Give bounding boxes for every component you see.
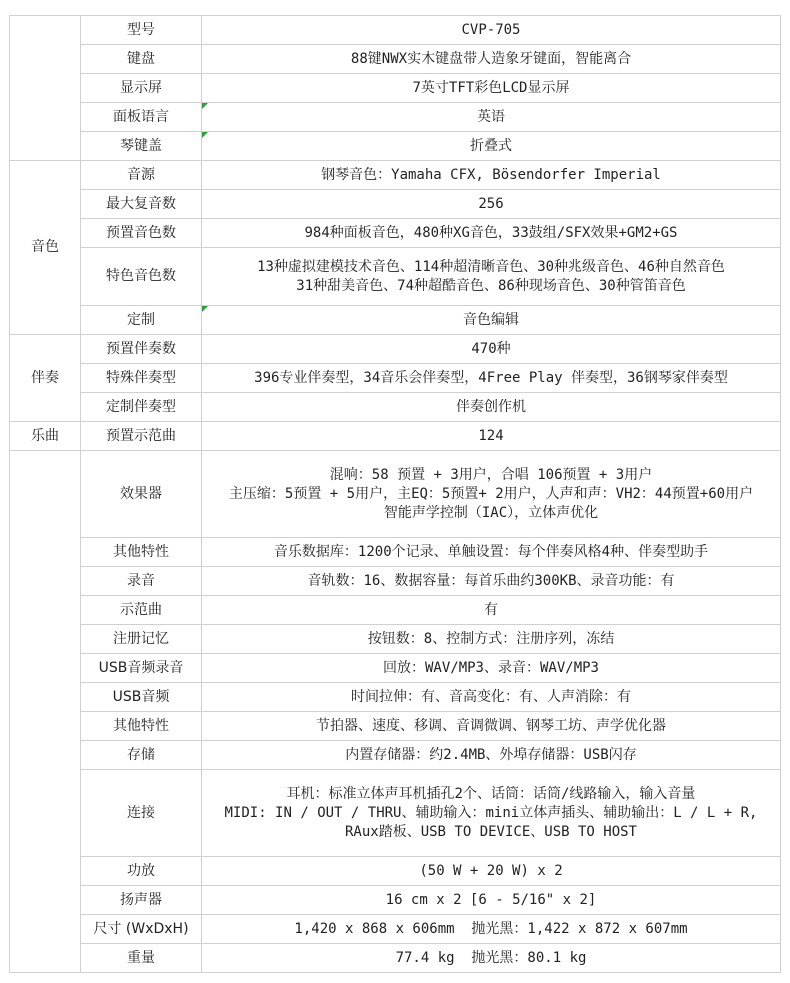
row-label-weight: 重量 bbox=[81, 944, 202, 973]
row-label-model: 型号 bbox=[81, 16, 202, 45]
row-value-special-styles: 396专业伴奏型，34音乐会伴奏型，4Free Play 伴奏型，36钢琴家伴奏型 bbox=[202, 364, 781, 393]
effects-line-3: 智能声学控制（IAC），立体声优化 bbox=[383, 504, 599, 521]
spec-table bbox=[9, 15, 781, 973]
row-value-polyphony: 256 bbox=[202, 190, 781, 219]
row-value-usb-audio: 时间拉伸：有、音高变化：有、人声消除：有 bbox=[202, 683, 781, 712]
table-row bbox=[10, 538, 781, 567]
row-value-keyboard: 88键NWX实木键盘带人造象牙键面，智能离合 bbox=[202, 45, 781, 74]
row-label-dimensions: 尺寸 (WxDxH) bbox=[81, 915, 202, 944]
row-value-preset-styles: 470种 bbox=[202, 335, 781, 364]
row-label-other-features-1: 其他特性 bbox=[81, 538, 202, 567]
row-label-custom-voice: 定制 bbox=[81, 306, 202, 335]
row-label-demo: 示范曲 bbox=[81, 596, 202, 625]
row-label-demo-songs: 预置示范曲 bbox=[81, 422, 202, 451]
row-value-speakers: 16 cm x 2 [6 - 5/16" x 2] bbox=[202, 886, 781, 915]
table-row bbox=[10, 103, 781, 132]
row-label-storage: 存储 bbox=[81, 741, 202, 770]
row-value-featured-voices bbox=[202, 248, 781, 306]
row-value-recording: 音轨数：16、数据容量：每首乐曲约300KB、录音功能：有 bbox=[202, 567, 781, 596]
table-row bbox=[10, 451, 781, 538]
row-label-amplifier: 功放 bbox=[81, 857, 202, 886]
row-label-recording: 录音 bbox=[81, 567, 202, 596]
table-row bbox=[10, 915, 781, 944]
row-label-speakers: 扬声器 bbox=[81, 886, 202, 915]
effects-line-2: 主压缩：5预置 + 5用户，主EQ：5预置+ 2用户，人声和声：VH2：44预置+60用户 bbox=[228, 485, 754, 502]
row-label-registration: 注册记忆 bbox=[81, 625, 202, 654]
row-label-panel-language: 面板语言 bbox=[81, 103, 202, 132]
row-value-custom-styles: 伴奏创作机 bbox=[202, 393, 781, 422]
row-value-demo-songs: 124 bbox=[202, 422, 781, 451]
connections-line-3: RAux踏板、USB TO DEVICE、USB TO HOST bbox=[344, 823, 637, 840]
effects-line-1: 混响：58 预置 + 3用户，合唱 106预置 + 3用户 bbox=[329, 466, 653, 483]
row-label-connections: 连接 bbox=[81, 770, 202, 857]
row-value-preset-voices: 984种面板音色，480种XG音色，33鼓组/SFX效果+GM2+GS bbox=[202, 219, 781, 248]
row-label-key-cover: 琴键盖 bbox=[81, 132, 202, 161]
table-row bbox=[10, 16, 781, 45]
featured-voices-line-1: 13种虚拟建模技术音色、114种超清晰音色、30种兆级音色、46种自然音色 bbox=[257, 258, 725, 275]
row-value-other-features-1: 音乐数据库：1200个记录、单触设置：每个伴奏风格4种、伴奏型助手 bbox=[202, 538, 781, 567]
row-value-registration: 按钮数：8、控制方式：注册序列，冻结 bbox=[202, 625, 781, 654]
table-row bbox=[10, 219, 781, 248]
table-row bbox=[10, 132, 781, 161]
table-row bbox=[10, 654, 781, 683]
table-row bbox=[10, 393, 781, 422]
row-value-tone-source: 钢琴音色：Yamaha CFX, Bösendorfer Imperial bbox=[202, 161, 781, 190]
connections-line-2: MIDI: IN / OUT / THRU、辅助输入：mini立体声插头、辅助输出：L / L + R, bbox=[224, 804, 758, 821]
row-value-panel-language: 英语 bbox=[202, 103, 781, 132]
table-row bbox=[10, 74, 781, 103]
row-value-other-features-2: 节拍器、速度、移调、音调微调、钢琴工坊、声学优化器 bbox=[202, 712, 781, 741]
table-row bbox=[10, 857, 781, 886]
row-label-effects: 效果器 bbox=[81, 451, 202, 538]
table-row bbox=[10, 161, 781, 190]
table-row bbox=[10, 596, 781, 625]
row-value-demo: 有 bbox=[202, 596, 781, 625]
row-value-storage: 内置存储器：约2.4MB、外埠存储器：USB闪存 bbox=[202, 741, 781, 770]
connections-line-1: 耳机：标准立体声耳机插孔2个、话筒：话筒/线路输入，输入音量 bbox=[286, 785, 696, 802]
table-row bbox=[10, 683, 781, 712]
table-row bbox=[10, 712, 781, 741]
table-row bbox=[10, 45, 781, 74]
table-row bbox=[10, 306, 781, 335]
row-label-usb-audio-recorder: USB音频录音 bbox=[81, 654, 202, 683]
table-row bbox=[10, 335, 781, 364]
row-value-amplifier: (50 W + 20 W) x 2 bbox=[202, 857, 781, 886]
row-label-keyboard: 键盘 bbox=[81, 45, 202, 74]
table-row bbox=[10, 190, 781, 219]
category-songs: 乐曲 bbox=[10, 422, 81, 451]
row-value-model: CVP-705 bbox=[202, 16, 781, 45]
row-label-special-styles: 特殊伴奏型 bbox=[81, 364, 202, 393]
row-label-polyphony: 最大复音数 bbox=[81, 190, 202, 219]
table-row bbox=[10, 625, 781, 654]
row-label-other-features-2: 其他特性 bbox=[81, 712, 202, 741]
table-row bbox=[10, 886, 781, 915]
table-row bbox=[10, 364, 781, 393]
category-styles: 伴奏 bbox=[10, 335, 81, 422]
category-general bbox=[10, 16, 81, 161]
category-voices: 音色 bbox=[10, 161, 81, 335]
table-row bbox=[10, 741, 781, 770]
table-row bbox=[10, 944, 781, 973]
table-row bbox=[10, 422, 781, 451]
row-value-dimensions: 1,420 x 868 x 606mm 抛光黑：1,422 x 872 x 607mm bbox=[202, 915, 781, 944]
table-row bbox=[10, 770, 781, 857]
row-label-preset-styles: 预置伴奏数 bbox=[81, 335, 202, 364]
row-value-key-cover: 折叠式 bbox=[202, 132, 781, 161]
row-label-display: 显示屏 bbox=[81, 74, 202, 103]
row-value-weight: 77.4 kg 抛光黑：80.1 kg bbox=[202, 944, 781, 973]
row-label-featured-voices: 特色音色数 bbox=[81, 248, 202, 306]
table-row bbox=[10, 567, 781, 596]
row-value-connections bbox=[202, 770, 781, 857]
row-value-usb-audio-recorder: 回放：WAV/MP3、录音：WAV/MP3 bbox=[202, 654, 781, 683]
table-row bbox=[10, 248, 781, 306]
featured-voices-line-2: 31种甜美音色、74种超酷音色、86种现场音色、30种管笛音色 bbox=[296, 277, 686, 294]
row-value-display: 7英寸TFT彩色LCD显示屏 bbox=[202, 74, 781, 103]
row-label-preset-voices: 预置音色数 bbox=[81, 219, 202, 248]
row-label-custom-styles: 定制伴奏型 bbox=[81, 393, 202, 422]
row-label-tone-source: 音源 bbox=[81, 161, 202, 190]
row-label-usb-audio: USB音频 bbox=[81, 683, 202, 712]
row-value-custom-voice: 音色编辑 bbox=[202, 306, 781, 335]
row-value-effects bbox=[202, 451, 781, 538]
category-functions bbox=[10, 451, 81, 973]
